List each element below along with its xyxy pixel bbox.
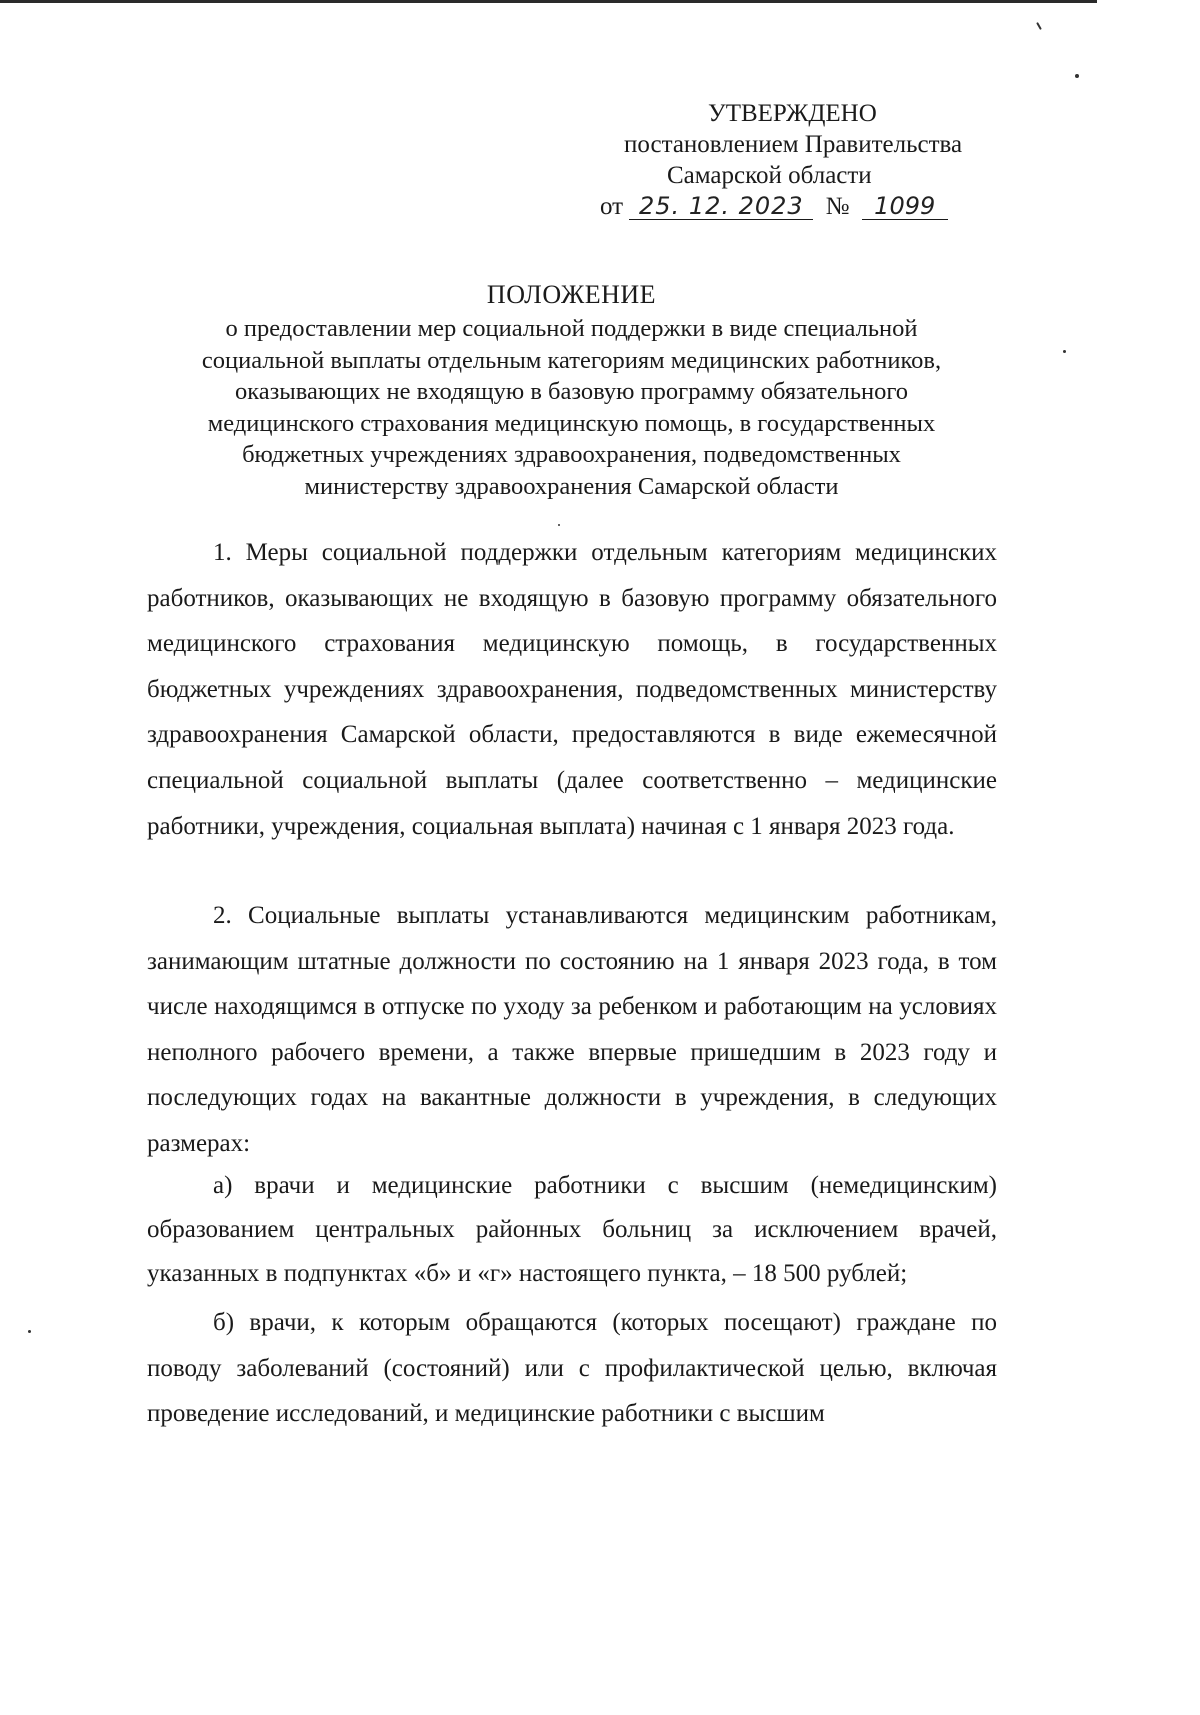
date-number-line bbox=[560, 191, 1040, 222]
item-b: б) врачи, к которым обращаются (которых посещают) граждане по поводу заболеваний (состояний) или с профилактической целью, включая проведение исследований, и медицинские работники с высшим bbox=[147, 1309, 997, 1427]
scan-speck bbox=[558, 524, 560, 526]
document-subtitle bbox=[150, 313, 993, 502]
subtitle-line: о предоставлении мер социальной поддержки в виде специальной bbox=[225, 315, 918, 342]
handwritten-number: 1099 bbox=[862, 193, 948, 220]
approval-stamp-block bbox=[560, 98, 1040, 222]
scan-speck bbox=[1075, 74, 1079, 78]
date-prefix: от bbox=[600, 193, 624, 220]
number-sign: № bbox=[825, 193, 850, 220]
subtitle-line: министерству здравоохранения Самарской области bbox=[304, 472, 839, 500]
item-a: а) врачи и медицинские работники с высшим (немедицинским) образованием центральных районных больниц за исключением врачей, указанных в подпунктах «б» и «г» настоящего пункта, – 18 500 рублей; bbox=[147, 1172, 997, 1287]
document-title: ПОЛОЖЕНИЕ bbox=[486, 280, 657, 309]
document-heading bbox=[150, 280, 993, 502]
subtitle-line: медицинского страхования медицинскую помощь, в государственных bbox=[207, 409, 936, 437]
paragraph-2: 2. Социальные выплаты устанавливаются медицинским работникам, занимающим штатные должности по состоянию на 1 января 2023 года, в том числе находящимся в отпуске по уходу за ребенком и работающим на условиях неполного рабочего времени, а также впервые пришедшим в 2023 году и последующих годах на вакантные должности в учреждения, в следующих размерах: bbox=[147, 902, 997, 1157]
scan-speck bbox=[1063, 350, 1066, 353]
approved-label: УТВЕРЖДЕНО bbox=[708, 100, 877, 127]
scan-speck bbox=[28, 1330, 31, 1333]
subtitle-line: оказывающих не входящую в базовую программу обязательного bbox=[234, 378, 909, 405]
subtitle-line: социальной выплаты отдельным категориям медицинских работников, bbox=[201, 346, 942, 374]
region-label: Самарской области bbox=[667, 162, 872, 189]
handwritten-date: 25. 12. 2023 bbox=[629, 193, 813, 220]
paragraph-1: 1. Меры социальной поддержки отдельным категориям медицинских работников, оказывающих не входящую в базовую программу обязательного медицинского страхования медицинскую помощь, в государственных бюджетных учреждениях здравоохранения, подведомственных министерству здравоохранения Самарской области, предоставляются в виде ежемесячной специальной социальной выплаты (далее соответственно – медицинские работники, учреждения, социальная выплата) начиная с 1 января 2023 года. bbox=[147, 539, 997, 840]
decree-label: постановлением Правительства bbox=[624, 131, 963, 158]
page-top-edge bbox=[0, 0, 1097, 3]
subtitle-line: бюджетных учреждениях здравоохранения, подведомственных bbox=[242, 441, 901, 468]
scan-speck bbox=[1036, 22, 1042, 30]
